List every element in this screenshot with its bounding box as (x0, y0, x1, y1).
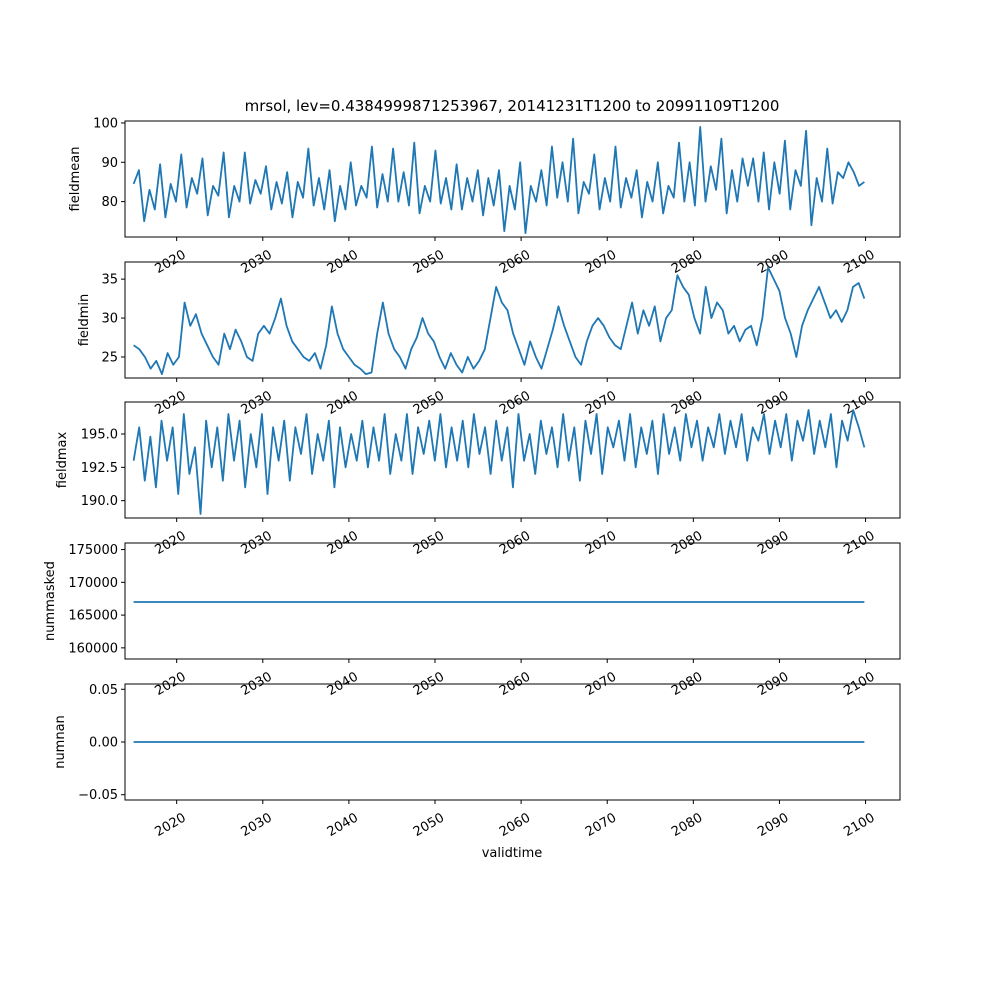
y-tick-label-numnan: 0.00 (89, 735, 118, 751)
x-tick-label-fieldmin: 2060 (496, 388, 534, 419)
x-tick-label-fieldmax: 2070 (583, 528, 620, 559)
x-tick-label-fieldmean: 2070 (583, 247, 620, 278)
plot-frame-fieldmin (125, 262, 900, 378)
x-tick-label-nummasked: 2090 (755, 669, 792, 700)
y-tick-label-fieldmean: 80 (101, 195, 118, 211)
x-tick-label-fieldmax: 2090 (755, 528, 792, 559)
panels (43, 116, 900, 840)
y-tick-label-fieldmax: 195.0 (80, 427, 118, 443)
series-line-fieldmean (134, 127, 865, 233)
series-line-fieldmax (134, 410, 865, 514)
x-tick-label-fieldmin: 2090 (755, 388, 792, 419)
plot-frame-fieldmax (125, 402, 900, 518)
x-tick-label-numnan: 2050 (410, 810, 447, 841)
panel-numnan (53, 683, 900, 840)
x-tick-label-nummasked: 2080 (669, 669, 706, 700)
x-tick-label-fieldmean: 2050 (410, 247, 447, 278)
y-tick-label-nummasked: 170000 (68, 575, 118, 591)
x-axis-label: validtime (481, 846, 543, 861)
panel-fieldmin (77, 262, 900, 418)
x-tick-label-numnan: 2020 (152, 810, 189, 841)
x-tick-label-fieldmean: 2080 (669, 247, 706, 278)
x-tick-label-nummasked: 2060 (496, 669, 534, 700)
x-tick-label-fieldmin: 2040 (324, 388, 361, 419)
y-tick-label-fieldmin: 30 (101, 311, 118, 327)
x-tick-label-numnan: 2060 (496, 810, 534, 841)
x-tick-label-fieldmean: 2030 (238, 247, 275, 278)
x-tick-label-nummasked: 2100 (841, 669, 878, 700)
x-tick-label-fieldmean: 2100 (841, 247, 878, 278)
y-axis-label-fieldmax: fieldmax (55, 431, 70, 489)
y-tick-label-numnan: 0.05 (89, 682, 118, 698)
x-tick-label-fieldmean: 2060 (496, 247, 534, 278)
y-tick-label-fieldmean: 100 (93, 116, 118, 132)
x-tick-label-nummasked: 2070 (583, 669, 620, 700)
y-tick-label-nummasked: 165000 (68, 608, 118, 624)
panel-nummasked (43, 543, 900, 699)
x-tick-label-fieldmax: 2060 (496, 528, 534, 559)
x-tick-label-nummasked: 2040 (324, 669, 361, 700)
x-tick-label-fieldmin: 2030 (238, 388, 275, 419)
x-tick-label-fieldmean: 2020 (152, 247, 189, 278)
x-tick-label-nummasked: 2050 (410, 669, 447, 700)
y-axis-label-fieldmean: fieldmean (68, 146, 83, 212)
chart-title: mrsol, lev=0.4384999871253967, 20141231T1200 to 20991109T1200 (244, 97, 780, 115)
x-tick-label-fieldmin: 2100 (841, 388, 878, 419)
x-tick-label-fieldmin: 2070 (583, 388, 620, 419)
y-tick-label-fieldmax: 192.5 (80, 460, 118, 476)
x-tick-label-fieldmin: 2020 (152, 388, 189, 419)
y-tick-label-fieldmin: 25 (101, 350, 118, 366)
x-tick-label-numnan: 2090 (755, 810, 792, 841)
y-tick-label-fieldmax: 190.0 (80, 494, 118, 510)
y-tick-label-fieldmean: 90 (101, 155, 118, 171)
x-tick-label-numnan: 2080 (669, 810, 706, 841)
x-tick-label-fieldmean: 2040 (324, 247, 361, 278)
x-tick-label-numnan: 2030 (238, 810, 275, 841)
y-axis-label-fieldmin: fieldmin (77, 293, 92, 347)
y-tick-label-fieldmin: 35 (101, 272, 118, 288)
y-axis-label-nummasked: nummasked (43, 561, 58, 641)
x-tick-label-fieldmax: 2050 (410, 528, 447, 559)
panel-fieldmean (68, 116, 900, 277)
y-tick-label-nummasked: 160000 (68, 641, 118, 657)
x-tick-label-fieldmax: 2030 (238, 528, 275, 559)
x-tick-label-nummasked: 2030 (238, 669, 275, 700)
x-tick-label-fieldmax: 2040 (324, 528, 361, 559)
x-tick-label-fieldmax: 2100 (841, 528, 878, 559)
x-tick-label-fieldmean: 2090 (755, 247, 792, 278)
x-tick-label-numnan: 2100 (841, 810, 878, 841)
x-tick-label-numnan: 2040 (324, 810, 361, 841)
y-tick-label-nummasked: 175000 (68, 543, 118, 559)
y-tick-label-numnan: −0.05 (78, 788, 118, 804)
x-tick-label-fieldmax: 2020 (152, 528, 189, 559)
x-tick-label-numnan: 2070 (583, 810, 620, 841)
panel-fieldmax (55, 402, 900, 558)
x-tick-label-fieldmin: 2080 (669, 388, 706, 419)
series-line-fieldmin (134, 267, 865, 374)
x-tick-label-nummasked: 2020 (152, 669, 189, 700)
y-axis-label-numnan: numnan (53, 715, 68, 769)
x-tick-label-fieldmin: 2050 (410, 388, 447, 419)
x-tick-label-fieldmax: 2080 (669, 528, 706, 559)
plot-frame-nummasked (125, 543, 900, 659)
